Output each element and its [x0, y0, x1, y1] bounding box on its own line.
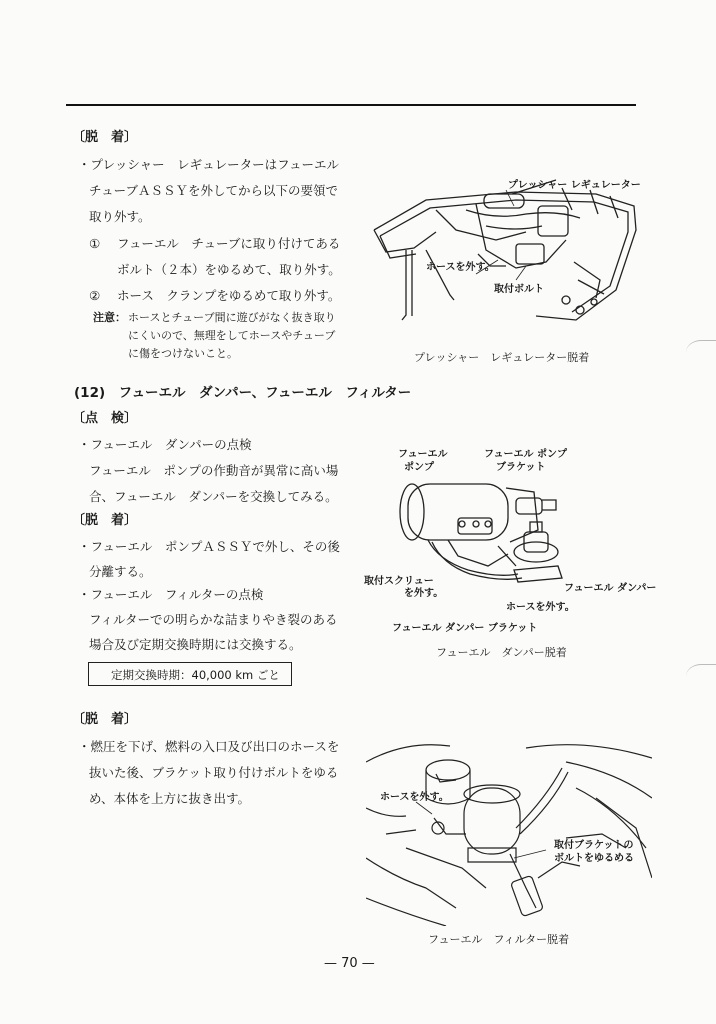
s1-bullet-1: ・プレッシャー レギュレーターはフューエル — [78, 157, 340, 172]
caution-text-line3: に傷をつけないこと。 — [128, 347, 238, 360]
label-mounting-screw-line1: 取付スクリュー — [364, 576, 434, 587]
s2-removal-bullet-2: ・フューエル フィルターの点検 — [78, 587, 264, 602]
label-remove-hose-2: ホースを外す。 — [506, 602, 575, 613]
s3-bullet: ・燃圧を下げ、燃料の入口及び出口のホースを — [78, 739, 340, 754]
label-fuel-pump-line1: フューエル — [398, 449, 448, 460]
label-remove-hose: ホースを外す。 — [426, 262, 495, 273]
label-mounting-screw-line2: を外す。 — [404, 588, 444, 599]
s2-removal-bullet-1-line2: 分離する。 — [89, 564, 152, 579]
removal-heading-3: 〔脱 着〕 — [72, 712, 138, 727]
label-pump-bracket-line2: ブラケット — [496, 462, 546, 473]
label-fuel-damper: フューエル ダンパー — [564, 583, 657, 594]
section-12-title: (12) フューエル ダンパー、フューエル フィルター — [74, 385, 412, 401]
header-rule — [66, 104, 636, 106]
s1-bullet-1-line3: 取り外す。 — [89, 209, 151, 224]
s2-inspect-line3: 合、フューエル ダンパーを交換してみる。 — [89, 489, 338, 504]
s3-bullet-line3: め、本体を上方に抜き出す。 — [89, 791, 251, 806]
s1-step-2: ホース クランプをゆるめて取り外す。 — [117, 288, 341, 303]
label-bracket-bolt-line1: 取付ブラケットの — [554, 840, 634, 851]
fuel-filter-illustration — [366, 738, 652, 926]
s3-bullet-line2: 抜いた後、ブラケット取り付けボルトをゆる — [89, 765, 339, 780]
figure-1-caption: プレッシャー レギュレーター脱着 — [414, 351, 590, 364]
label-damper-bracket: フューエル ダンパー ブラケット — [392, 623, 538, 634]
caution-text: ホースとチューブ間に遊びがなく抜き取り — [128, 311, 336, 324]
s2-removal-bullet-2-line2: フィルターでの明らかな詰まりやき裂のある — [89, 612, 338, 627]
s1-bullet-1-line2: チューブＡＳＳＹを外してから以下の要領で — [89, 183, 339, 198]
s1-step-1-number: ① — [89, 236, 101, 251]
binding-mark-upper — [686, 340, 716, 365]
label-remove-hose-3: ホースを外す。 — [380, 792, 449, 803]
replacement-interval-box — [88, 662, 292, 686]
label-pressure-regulator: プレッシャー レギュレーター — [508, 180, 641, 191]
figure-2-caption: フューエル ダンパー脱着 — [436, 646, 567, 659]
removal-heading-2: 〔脱 着〕 — [72, 513, 138, 528]
binding-mark-lower — [686, 664, 716, 689]
removal-heading-1: 〔脱 着〕 — [72, 130, 138, 145]
label-pump-bracket-line1: フューエル ポンプ — [484, 449, 567, 460]
s2-inspect-bullet: ・フューエル ダンパーの点検 — [78, 437, 252, 452]
page-number: — 70 — — [324, 956, 375, 971]
label-fuel-pump-line2: ポンプ — [404, 462, 434, 473]
s1-step-1-line2: ボルト（２本）をゆるめて、取り外す。 — [117, 262, 341, 277]
inspection-heading: 〔点 検〕 — [72, 411, 138, 426]
label-bracket-bolt-line2: ボルトをゆるめる — [554, 853, 634, 864]
replacement-interval-text: 定期交換時期：40,000 km ごと — [111, 668, 280, 682]
s2-removal-bullet-2-line3: 場合及び定期交換時期には交換する。 — [89, 637, 302, 652]
s1-step-1: フューエル チューブに取り付けてある — [117, 236, 341, 251]
s1-step-2-number: ② — [89, 288, 101, 303]
caution-label: 注意： — [93, 311, 126, 324]
figure-3-caption: フューエル フィルター脱着 — [428, 933, 570, 946]
label-mounting-bolt: 取付ボルト — [494, 284, 544, 295]
s2-removal-bullet-1: ・フューエル ポンプＡＳＳＹで外し、その後 — [78, 539, 340, 554]
s2-inspect-line2: フューエル ポンプの作動音が異常に高い場 — [89, 463, 339, 478]
pressure-regulator-illustration — [366, 170, 652, 340]
caution-text-line2: にくいので、無理をしてホースやチューブ — [128, 329, 336, 342]
